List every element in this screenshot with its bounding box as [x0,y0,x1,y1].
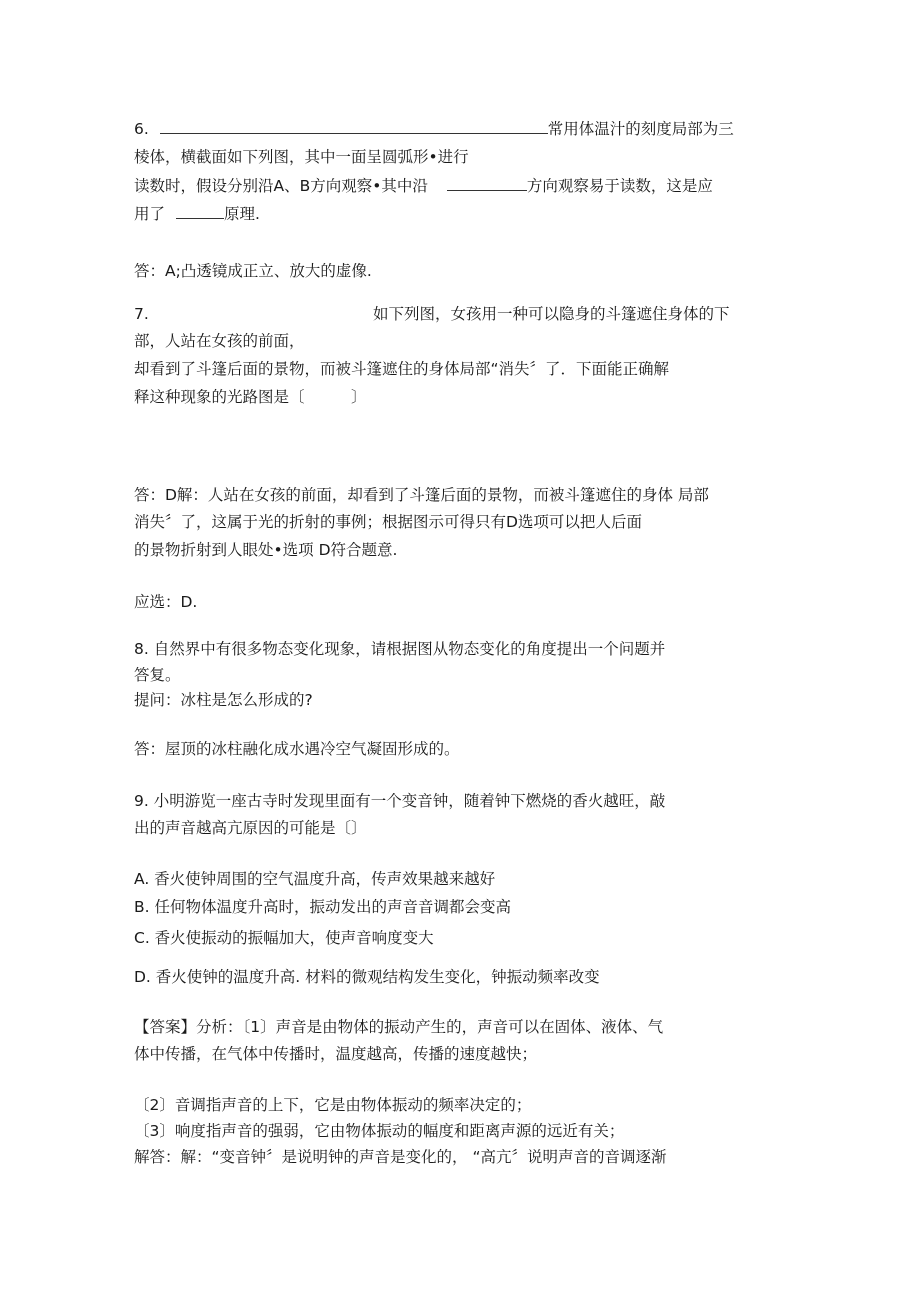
q9-answer-line-2: 体中传播，在气体中传播时，温度越高，传播的速度越快； [134,1045,538,1063]
q6-line3-pre: 读数时，假设分别沿A、B方向观察•其中沿 [134,177,428,195]
q7-answer-line-3: 的景物折射到人眼处•选项 D符合题意. [134,541,398,559]
q9-answer-line-5: 解答：解：“变音钟〞是说明钟的声音是变化的， “高亢〞说明声音的音调逐渐 [134,1148,667,1166]
q6-blank-1 [160,118,548,134]
q9-option-d: D. 香火使钟的温度升高. 材料的微观结构发生变化，钟振动频率改变 [134,968,600,986]
q9-option-b: B. 任何物体温度升高时，振动发出的声音音调都会变高 [134,898,511,916]
q9-line-1: 9. 小明游览一座古寺时发现里面有一个变音钟，随着钟下燃烧的香火越旺，敲 [134,792,666,810]
q8-question: 提问：冰柱是怎么形成的? [134,691,313,709]
q6-line-2: 棱体，横截面如下列图，其中一面呈圆弧形•进行 [134,148,469,166]
q6-blank-2 [447,175,527,191]
q6-line-1 [134,118,734,140]
q6-line4-post: 原理. [223,205,260,223]
q7-line-2: 部，人站在女孩的前面， [134,332,305,350]
q6-line-4 [134,203,260,225]
q9-answer-line-3: 〔2〕音调指声音的上下，它是由物体振动的频率决定的； [134,1096,532,1114]
q7-number: 7. [134,305,149,323]
q6-blank-3 [176,203,224,219]
q6-number: 6. [134,120,149,138]
q9-answer-line-1: 【答案】分析：〔1〕声音是由物体的振动产生的，声音可以在固体、液体、气 [134,1018,664,1036]
q7-line-1: 如下列图，女孩用一种可以隐身的斗篷遮住身体的下 [373,305,730,323]
q8-answer: 答：屋顶的冰柱融化成水遇冷空气凝固形成的。 [134,740,460,758]
q6-line3-post: 方向观察易于读数，这是应 [526,177,713,195]
q9-answer-line-4: 〔3〕响度指声音的强弱，它由物体振动的幅度和距离声源的远近有关； [134,1122,625,1140]
q7-answer-line-2: 消失〞了，这属于光的折射的事例；根据图示可得只有D选项可以把人后面 [134,513,642,531]
q7-line-4: 释这种现象的光路图是〔 〕 [134,388,367,406]
q7-answer-line-1: 答：D解：人站在女孩的前面，却看到了斗篷后面的景物，而被斗篷遮住的身体 局部 [134,486,709,504]
q6-line4-pre: 用了 [134,205,166,223]
q7-line-3: 却看到了斗篷后面的景物，而被斗篷遮住的身体局部“消失〞了．下面能正确解 [134,360,670,378]
q9-option-a: A. 香火使钟周围的空气温度升高，传声效果越来越好 [134,870,496,888]
q6-line1-text: 常用体温汁的刻度局部为三 [547,120,734,138]
q8-line-2: 答复。 [134,666,181,684]
q6-line-3 [134,175,713,197]
q6-answer: 答：A;凸透镜成正立、放大的虚像. [134,262,372,280]
q9-line-2: 出的声音越高亢原因的可能是〔〕 [134,819,367,837]
q7-choose: 应选：D. [134,593,198,611]
q8-line-1: 8. 自然界中有很多物态变化现象，请根据图从物态变化的角度提出一个问题并 [134,640,666,658]
q9-option-c: C. 香火使振动的振幅加大，使声音响度变大 [134,929,434,947]
